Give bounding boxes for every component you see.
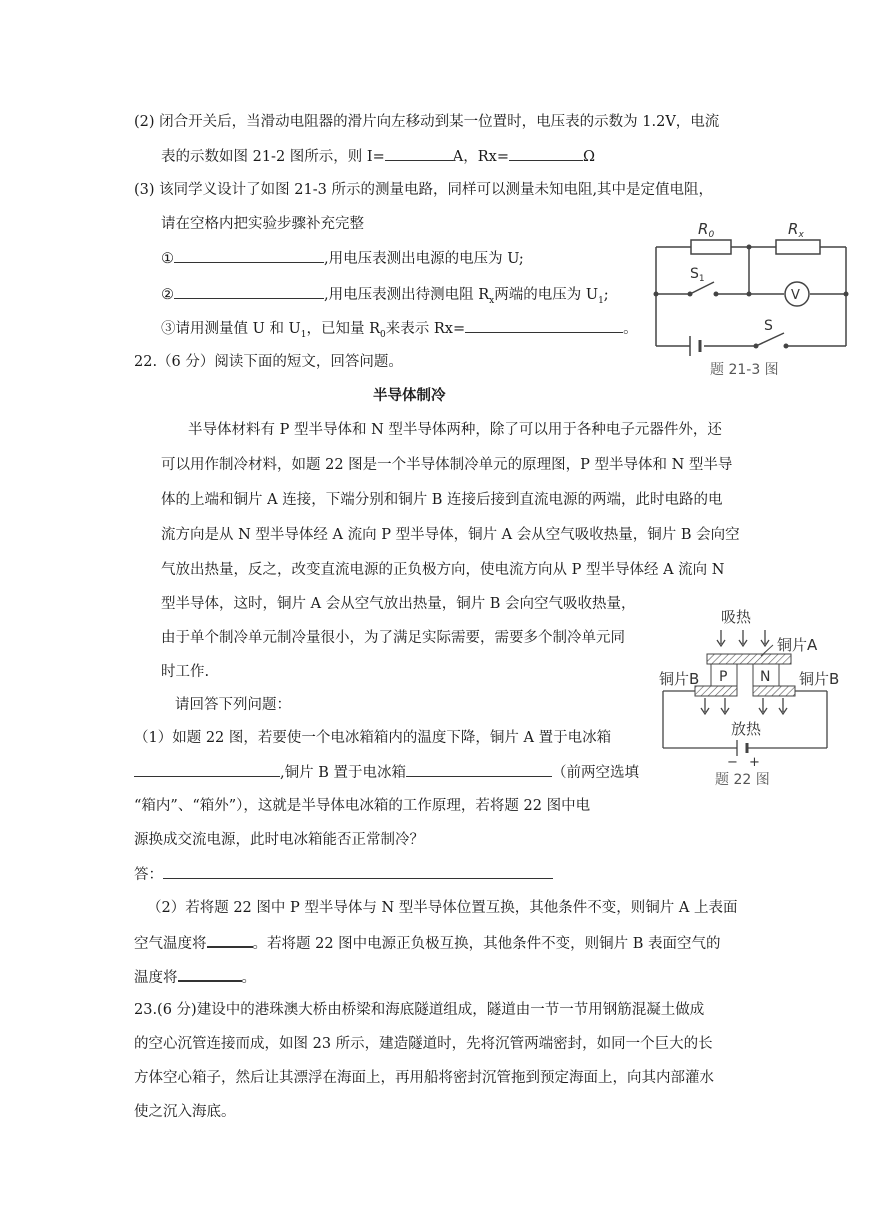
answer-blank-step2[interactable] xyxy=(174,284,324,299)
q21-part3-line2: 请在空格内把实验步骤补充完整 xyxy=(161,216,364,232)
r0-sub: 0 xyxy=(708,230,715,240)
q22-para-line2: 可以用作制冷材料，如题 22 图是一个半导体制冷单元的原理图，P 型半导体和 N 型半导 xyxy=(161,457,733,473)
copper-b-left-label: 铜片B xyxy=(659,670,700,688)
q22-q1-line3: “箱内”、“箱外”），这就是半导体电冰箱的工作原理，若将题 22 图中电 xyxy=(134,798,591,814)
fig-22-caption: 题 22 图 xyxy=(715,772,770,788)
answer-blank-cu-a[interactable] xyxy=(134,762,280,777)
q23-line3: 方体空心箱子，然后让其漂浮在海面上，再用船将密封沉管拖到预定海面上，向其内部灌水 xyxy=(134,1070,714,1086)
step2-number: ② xyxy=(161,287,174,303)
step2-subscript2: 1 xyxy=(598,295,604,306)
absorb-heat-label: 吸热 xyxy=(721,608,752,626)
copper-a-label: 铜片A xyxy=(777,636,818,654)
q21-step1 xyxy=(161,248,524,269)
minus-label: − xyxy=(727,755,738,770)
q1-text-b: （前两空选填 xyxy=(551,765,639,781)
step1-number: ① xyxy=(161,251,174,267)
step3-text-a: ③请用测量值 U 和 U xyxy=(161,321,301,337)
q22-para-line4: 流方向是从 N 型半导体经 A 流向 P 型半导体，铜片 A 会从空气吸收热量，铜片 B 会向空 xyxy=(161,527,740,543)
q22-para-line3: 体的上端和铜片 A 连接，下端分别和铜片 B 连接后接到直流电源的两端，此时电路的电 xyxy=(161,492,723,508)
q22-q1-line1: （1）如题 22 图，若要使一个电冰箱箱内的温度下降，铜片 A 置于电冰箱 xyxy=(134,730,612,746)
q21-step3 xyxy=(161,318,638,345)
step3-text-c: 来表示 Rx= xyxy=(385,321,466,337)
q23-line1: 23.(6 分)建设中的港珠澳大桥由桥梁和海底隧道组成，隧道由一节一节用钢筋混凝土做成 xyxy=(134,1002,705,1018)
answer-label: 答： xyxy=(134,867,163,883)
q1-text-a: ,铜片 B 置于电冰箱 xyxy=(280,765,406,781)
q22-q1-line4: 源换成交流电源，此时电冰箱能否正常制冷？ xyxy=(134,832,424,848)
release-arrows-icon xyxy=(701,698,787,714)
switch-s-blade xyxy=(756,333,784,346)
q22-q1-line2 xyxy=(134,762,639,783)
n-label: N xyxy=(760,669,771,685)
copper-plate-b-left xyxy=(695,686,737,696)
q22-para-line8: 时工作. xyxy=(161,664,210,680)
absorb-arrows-icon xyxy=(717,630,769,646)
svg-text:R0 xyxy=(698,220,714,240)
q21-part2-text-c: Ω xyxy=(583,149,596,165)
q21-part2-text-a: 表的示数如图 21-2 图所示，则 I= xyxy=(161,149,385,165)
release-heat-label: 放热 xyxy=(731,720,762,738)
copper-plate-a xyxy=(707,654,791,664)
q22-para-line1: 半导体材料有 P 型半导体和 N 型半导体两种，除了可以用于各种电子元器件外，还 xyxy=(188,422,722,438)
voltmeter-label: V xyxy=(791,288,800,303)
copper-b-right-label: 铜片B xyxy=(799,670,840,688)
q2-text-d: 。 xyxy=(241,970,256,986)
answer-blank-rx[interactable] xyxy=(509,146,583,161)
q23-line2: 的空心沉管连接而成，如图 23 所示，建造隧道时，先将沉管两端密封，如同一个巨大的长 xyxy=(134,1036,713,1052)
q2-text-c: 温度将 xyxy=(134,970,178,986)
p-label: P xyxy=(719,669,728,685)
q21-part2-line1: (2) 闭合开关后，当滑动电阻器的滑片向左移动到某一位置时，电压表的示数为 1.2V，电流 xyxy=(134,114,720,130)
q21-step2 xyxy=(161,284,609,311)
rx-label: R xyxy=(788,220,799,238)
step1-text: ,用电压表测出电源的电压为 U; xyxy=(324,251,524,267)
q2-text-b: 。若将题 22 图中电源正负极互换，其他条件不变，则铜片 B 表面空气的 xyxy=(252,936,721,952)
rx-sub: x xyxy=(798,230,804,240)
s1-label: S xyxy=(690,266,699,282)
resistor-rx xyxy=(776,240,820,254)
q22-heading: 22.（6 分）阅读下面的短文，回答问题。 xyxy=(134,354,403,370)
q23-line4: 使之沉入海底。 xyxy=(134,1104,236,1120)
q22-q2-line1: （2）若将题 22 图中 P 型半导体与 N 型半导体位置互换，其他条件不变，则铜片 A 上表面 xyxy=(147,900,738,916)
thermoelectric-figure-22 xyxy=(655,600,865,790)
q22-q2-line3 xyxy=(134,966,256,988)
q22-article-title: 半导体制冷 xyxy=(373,387,446,404)
answer-blank-ac-power[interactable] xyxy=(163,864,553,879)
s-label: S xyxy=(764,318,773,334)
q21-part3-line1: (3) 该同学义设计了如图 21-3 所示的测量电路，同样可以测量未知电阻,其中是定值电阻， xyxy=(134,182,714,198)
step2-text-b: 两端的电压为 U xyxy=(494,287,599,303)
step2-subscript: x xyxy=(489,295,495,306)
step2-text-a: ,用电压表测出待测电阻 R xyxy=(324,287,490,303)
step3-text-d: 。 xyxy=(623,321,638,337)
q21-part2-text-b: A，Rx= xyxy=(452,149,509,165)
answer-blank-cu-b[interactable] xyxy=(406,762,552,777)
q22-para-line6: 型半导体，这时，铜片 A 会从空气放出热量，铜片 B 会向空气吸收热量， xyxy=(161,596,636,612)
answer-blank-current[interactable] xyxy=(385,146,453,161)
answer-blank-temp-b[interactable] xyxy=(178,966,242,982)
q2-text-a: 空气温度将 xyxy=(134,936,207,952)
circuit-figure-21-3 xyxy=(646,210,861,382)
q22-para-line5: 气放出热量，反之，改变直流电源的正负极方向，使电流方向从 P 型半导体经 A 流向 N xyxy=(161,562,725,578)
s1-sub: 1 xyxy=(698,274,705,284)
plus-label: + xyxy=(749,755,760,770)
resistor-r0 xyxy=(691,240,731,254)
step2-text-c: ; xyxy=(603,287,609,303)
q21-part2-line2 xyxy=(161,146,595,167)
r0-label: R xyxy=(698,220,709,238)
step3-text-b: ，已知量 R xyxy=(306,321,381,337)
copper-plate-b-right xyxy=(753,686,795,696)
battery-icon xyxy=(690,336,700,356)
fig-21-3-caption: 题 21-3 图 xyxy=(710,362,779,378)
q22-para-line7: 由于单个制冷单元制冷量很小，为了满足实际需要，需要多个制冷单元同 xyxy=(161,630,625,646)
q22-q2-line2 xyxy=(134,932,721,954)
q22-prompt: 请回答下列问题： xyxy=(175,697,291,713)
svg-text:S1 xyxy=(690,266,705,284)
answer-blank-step3[interactable] xyxy=(465,318,623,333)
answer-blank-step1[interactable] xyxy=(174,248,324,263)
svg-text:Rx xyxy=(788,220,804,240)
step3-subscript: 1 xyxy=(300,329,307,340)
step3-subscript2: 0 xyxy=(380,329,386,340)
q22-answer-line xyxy=(134,864,553,885)
answer-blank-temp-a[interactable] xyxy=(207,932,253,948)
